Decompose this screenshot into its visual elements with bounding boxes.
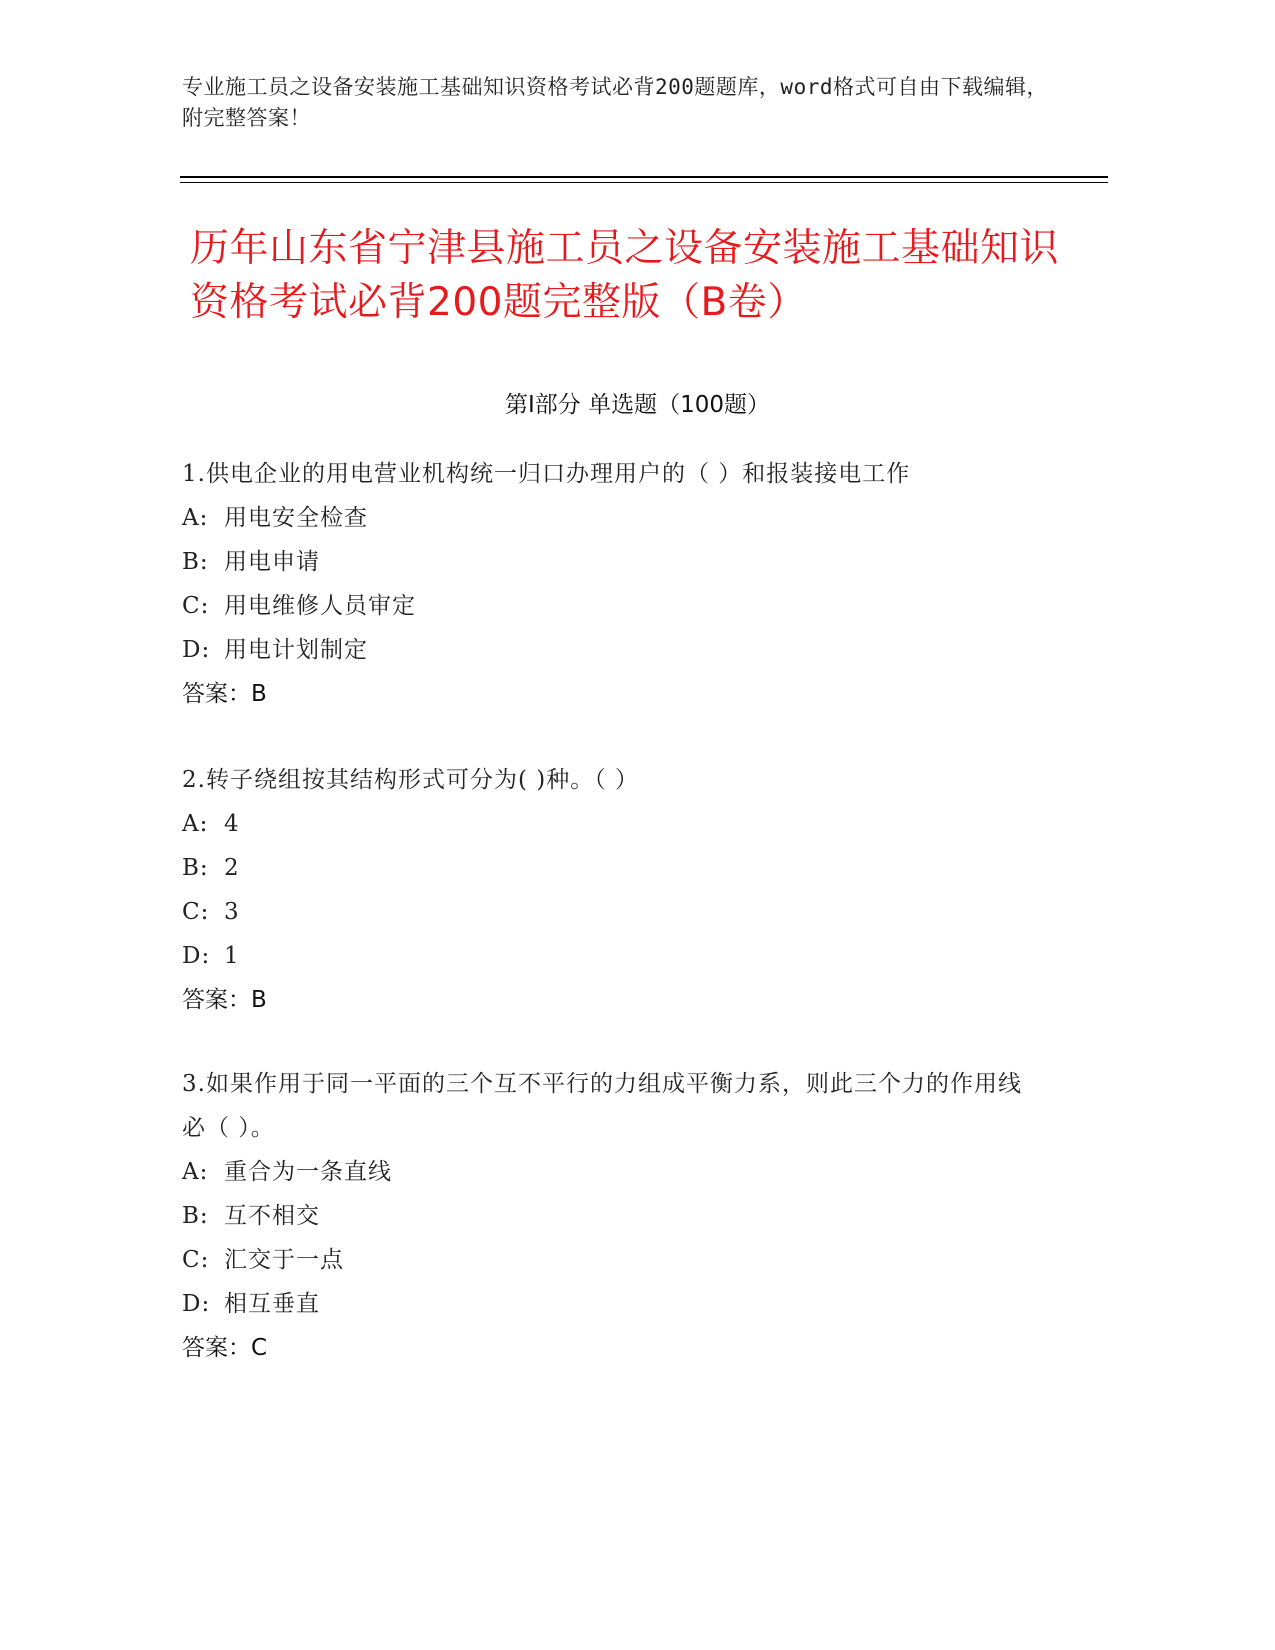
- option-text: 1: [224, 943, 240, 969]
- option-text: 相互垂直: [224, 1291, 320, 1317]
- option-key: C:: [182, 899, 210, 925]
- option-b: [182, 846, 1042, 890]
- option-key: A:: [182, 505, 209, 531]
- option-text: 用电维修人员审定: [224, 593, 416, 619]
- header-divider-thin: [180, 182, 1108, 183]
- option-text: 用电安全检查: [224, 505, 368, 531]
- question-2: [182, 758, 1042, 1022]
- option-text: 4: [224, 811, 240, 837]
- question-text: 2.转子绕组按其结构形式可分为( )种。（ ）: [182, 767, 640, 793]
- section-heading: 第Ⅰ部分 单选题（100题）: [505, 392, 770, 418]
- question-text: 1.供电企业的用电营业机构统一归口办理用户的（ ）和报装接电工作: [182, 461, 911, 487]
- option-key: B:: [182, 1203, 209, 1229]
- question-1: [182, 452, 1042, 716]
- option-a: [182, 1150, 1042, 1194]
- header-note: 专业施工员之设备安装施工基础知识资格考试必背200题题库，word格式可自由下载编辑，附完整答案！: [182, 75, 1048, 130]
- option-d: [182, 934, 1042, 978]
- option-text: 汇交于一点: [224, 1247, 344, 1273]
- option-a: [182, 802, 1042, 846]
- answer-line: 答案：C: [182, 1335, 268, 1361]
- answer-line: 答案：B: [182, 681, 267, 707]
- option-key: C:: [182, 593, 210, 619]
- option-text: 互不相交: [224, 1203, 320, 1229]
- answer-line: 答案：B: [182, 987, 267, 1013]
- option-d: [182, 628, 1042, 672]
- option-key: B:: [182, 549, 209, 575]
- option-text: 重合为一条直线: [224, 1159, 392, 1185]
- option-key: C:: [182, 1247, 210, 1273]
- option-text: 用电计划制定: [224, 637, 368, 663]
- option-key: D:: [182, 943, 211, 969]
- option-key: B:: [182, 855, 209, 881]
- option-text: 2: [224, 855, 240, 881]
- document-title: 历年山东省宁津县施工员之设备安装施工基础知识资格考试必背200题完整版（B卷）: [190, 226, 1060, 325]
- option-key: D:: [182, 637, 211, 663]
- header-divider-thick: [180, 176, 1108, 178]
- option-b: [182, 540, 1042, 584]
- option-key: A:: [182, 811, 209, 837]
- option-c: [182, 1238, 1042, 1282]
- option-key: A:: [182, 1159, 209, 1185]
- option-text: 用电申请: [224, 549, 320, 575]
- option-text: 3: [224, 899, 240, 925]
- option-key: D:: [182, 1291, 211, 1317]
- option-a: [182, 496, 1042, 540]
- question-text: 3.如果作用于同一平面的三个互不平行的力组成平衡力系，则此三个力的作用线必（ ）。: [182, 1071, 1022, 1141]
- question-3: [182, 1062, 1042, 1370]
- option-b: [182, 1194, 1042, 1238]
- option-d: [182, 1282, 1042, 1326]
- option-c: [182, 890, 1042, 934]
- option-c: [182, 584, 1042, 628]
